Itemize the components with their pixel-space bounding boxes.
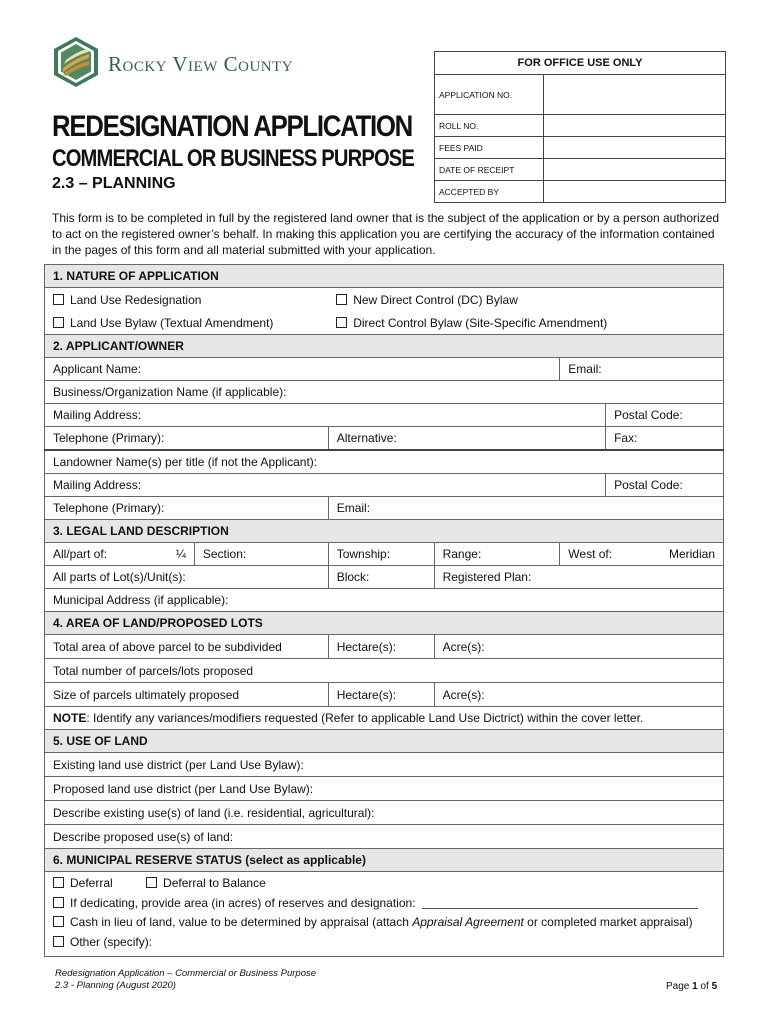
total-area-label: Total area of above parcel to be subdivided — [45, 635, 329, 659]
registered-plan-field[interactable]: Registered Plan: — [434, 566, 723, 589]
landowner-postal-field[interactable]: Postal Code: — [606, 474, 724, 497]
intro-text: This form is to be completed in full by the registered land owner that is the subject of the application or by a person authorized to act on the registered owner’s behalf. In making this application you are certifying the accuracy of the information contained in the pages of this form and all material submitted with your application. — [52, 211, 720, 257]
footer-doc-title: Redesignation Application – Commercial or Business Purpose 2.3 - Planning (August 2020) — [55, 968, 317, 991]
office-value[interactable] — [544, 115, 726, 137]
municipal-address-field[interactable]: Municipal Address (if applicable): — [45, 589, 724, 612]
option-deferral-balance[interactable]: Deferral to Balance — [146, 876, 266, 890]
option-deferral[interactable]: Deferral — [53, 876, 113, 890]
dedication-line[interactable] — [422, 908, 698, 909]
option-site-specific-amendment[interactable]: Direct Control Bylaw (Site-Specific Amendment) — [328, 311, 723, 335]
reserve-options — [45, 872, 724, 957]
office-field: FEES PAID — [435, 137, 544, 159]
existing-district-field[interactable]: Existing land use district (per Land Use Bylaw): — [45, 753, 724, 777]
office-field: APPLICATION NO. — [435, 75, 544, 115]
office-value[interactable] — [544, 181, 726, 203]
checkbox[interactable] — [53, 897, 64, 908]
section-5-heading: 5. USE OF LAND — [45, 730, 724, 753]
office-field: ROLL NO. — [435, 115, 544, 137]
checkbox[interactable] — [53, 916, 64, 927]
parcel-size-label: Size of parcels ultimately proposed — [45, 683, 329, 707]
option-other[interactable]: Other (specify): — [53, 935, 152, 949]
option-textual-amendment[interactable]: Land Use Bylaw (Textual Amendment) — [45, 311, 329, 335]
form-title: REDESIGNATION APPLICATION — [52, 110, 413, 143]
office-value[interactable] — [544, 137, 726, 159]
page-number: Page 1 of 5 — [666, 981, 718, 992]
landowner-email-field[interactable]: Email: — [328, 497, 723, 520]
lots-units-field[interactable]: All parts of Lot(s)/Unit(s): — [45, 566, 329, 589]
township-field[interactable]: Township: — [328, 543, 434, 566]
section-6-heading: 6. MUNICIPAL RESERVE STATUS (select as applicable) — [45, 849, 724, 872]
quarter-label: ¼ — [166, 543, 194, 566]
checkbox[interactable] — [53, 317, 64, 328]
option-cash-in-lieu[interactable]: Cash in lieu of land, value to be determined by appraisal (attach Appraisal Agreement or completed market appraisal) — [53, 915, 693, 929]
applicant-name-field[interactable]: Applicant Name: — [45, 358, 560, 381]
proposed-use-field[interactable]: Describe proposed use(s) of land: — [45, 825, 724, 849]
block-field[interactable]: Block: — [328, 566, 434, 589]
landowner-name-field[interactable]: Landowner Name(s) per title (if not the Applicant): — [45, 450, 724, 474]
section-3-heading: 3. LEGAL LAND DESCRIPTION — [45, 520, 724, 543]
office-use-table — [434, 51, 726, 203]
total-parcels-field[interactable]: Total number of parcels/lots proposed — [45, 659, 724, 683]
section-4-heading: 4. AREA OF LAND/PROPOSED LOTS — [45, 612, 724, 635]
option-dedicating[interactable]: If dedicating, provide area (in acres) of reserves and designation: — [53, 896, 698, 910]
option-new-dc-bylaw[interactable]: New Direct Control (DC) Bylaw — [328, 288, 723, 312]
office-field: DATE OF RECEIPT — [435, 159, 544, 181]
note-text: NOTE: Identify any variances/modifiers requested (Refer to applicable Land Use Dictrict) within the cover letter. — [45, 707, 724, 730]
checkbox[interactable] — [336, 317, 347, 328]
office-value[interactable] — [544, 159, 726, 181]
landowner-telephone-field[interactable]: Telephone (Primary): — [45, 497, 329, 520]
existing-use-field[interactable]: Describe existing use(s) of land (i.e. residential, agricultural): — [45, 801, 724, 825]
checkbox[interactable] — [53, 877, 64, 888]
hectares-field-2[interactable]: Hectare(s): — [328, 683, 434, 707]
form-subtitle: COMMERCIAL OR BUSINESS PURPOSE — [52, 145, 415, 172]
county-logo — [52, 36, 100, 88]
option-land-use-redesignation[interactable]: Land Use Redesignation — [45, 288, 329, 312]
office-heading: FOR OFFICE USE ONLY — [435, 52, 726, 75]
fax-field[interactable]: Fax: — [606, 427, 724, 451]
telephone-field[interactable]: Telephone (Primary): — [45, 427, 329, 451]
postal-code-field[interactable]: Postal Code: — [606, 404, 724, 427]
checkbox[interactable] — [336, 294, 347, 305]
proposed-district-field[interactable]: Proposed land use district (per Land Use Bylaw): — [45, 777, 724, 801]
application-form — [44, 264, 724, 957]
mailing-address-field[interactable]: Mailing Address: — [45, 404, 606, 427]
alternative-phone-field[interactable]: Alternative: — [328, 427, 605, 451]
section-2-heading: 2. APPLICANT/OWNER — [45, 335, 724, 358]
west-of-field[interactable]: West of: Meridian — [560, 543, 724, 566]
all-part-field[interactable]: All/part of: — [45, 543, 167, 566]
acres-field-2[interactable]: Acre(s): — [434, 683, 723, 707]
landowner-mailing-field[interactable]: Mailing Address: — [45, 474, 606, 497]
range-field[interactable]: Range: — [434, 543, 560, 566]
acres-field[interactable]: Acre(s): — [434, 635, 723, 659]
section-1-heading: 1. NATURE OF APPLICATION — [45, 265, 724, 288]
org-name: Rocky View County — [108, 52, 294, 76]
section-field[interactable]: Section: — [194, 543, 328, 566]
business-name-field[interactable]: Business/Organization Name (if applicable): — [45, 381, 724, 404]
email-field[interactable]: Email: — [560, 358, 724, 381]
hectares-field[interactable]: Hectare(s): — [328, 635, 434, 659]
form-section-code: 2.3 – PLANNING — [52, 175, 176, 192]
checkbox[interactable] — [146, 877, 157, 888]
checkbox[interactable] — [53, 936, 64, 947]
office-value[interactable] — [544, 75, 726, 115]
office-field: ACCEPTED BY — [435, 181, 544, 203]
checkbox[interactable] — [53, 294, 64, 305]
